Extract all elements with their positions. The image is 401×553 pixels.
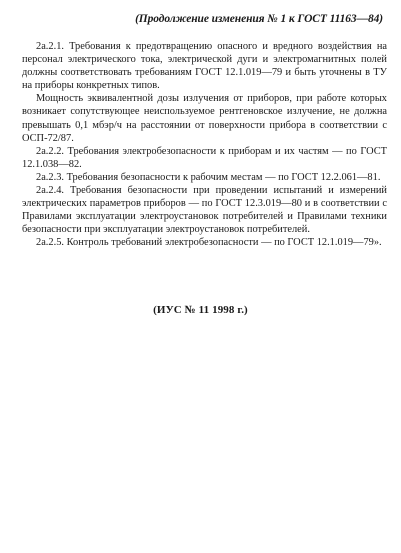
paragraph-2a-2-2: 2а.2.2. Требования электробезопасности к приборам и их частям — по ГОСТ 12.1.038—82.: [22, 145, 387, 170]
document-body: [22, 40, 387, 250]
paragraph-radiation-dose: Мощность эквивалентной дозы излучения от приборов, при работе которых возникает сопутствующее неиспользуемое рентгеновское излучение, не должна превышать 0,1 мбэр/ч на расстоянии от поверхности прибора в соответствии с ОСП-72/87.: [22, 93, 387, 144]
paragraph-2a-2-1: 2а.2.1. Требования к предотвращению опасного и вредного воздействия на персонал электрического тока, электрической дуги и электромагнитных полей должны соответствовать требованиям ГОСТ 12.1.019—79 и быть уточнены в ТУ на приборы конкретных типов.: [22, 41, 387, 92]
paragraph-2a-2-5: 2а.2.5. Контроль требований электробезопасности — по ГОСТ 12.1.019—79».: [36, 237, 382, 249]
paragraph-2a-2-3: 2а.2.3. Требования безопасности к рабочим местам — по ГОСТ 12.2.061—81.: [36, 171, 381, 183]
ius-reference: (ИУС № 11 1998 г.): [153, 304, 248, 316]
continuation-header: (Продолжение изменения № 1 к ГОСТ 11163—84): [135, 13, 383, 25]
paragraph-2a-2-4: 2а.2.4. Требования безопасности при проведении испытаний и измерений электрических параметров приборов — по ГОСТ 12.3.019—80 и в соответствии с Правилами эксплуатации электроустановок потребителей и Правилами техники безопасности при эксплуатации электроустановок потребителей.: [22, 185, 387, 236]
